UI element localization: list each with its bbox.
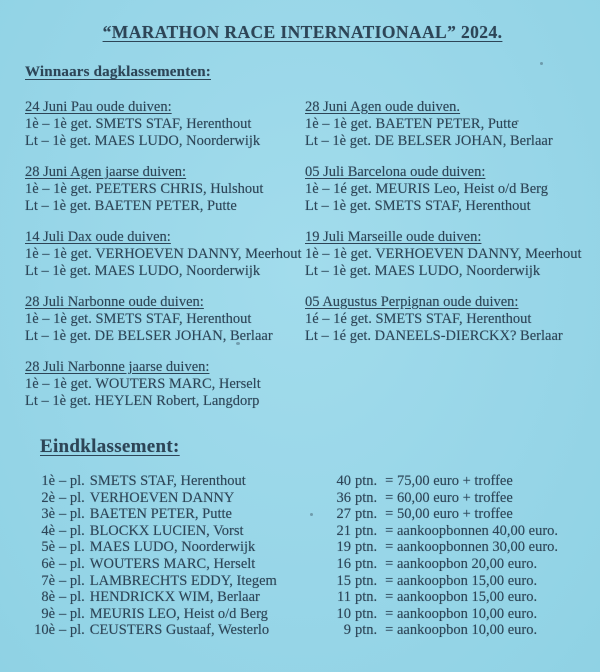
prize-text: = 60,00 euro + troffee [385,489,513,506]
race-heading: 28 Juni Agen jaarse duiven: [25,164,187,180]
points-value: 27 [336,506,351,523]
race-result-line: Lt – 1é get. DANEELS-DIERCKX? Berlaar [305,328,563,344]
fancier-name: VERHOEVEN DANNY [89,489,235,506]
day-results-grid [25,99,580,410]
race-heading: 05 Juli Barcelona oude duiven: [305,164,486,180]
race-heading: 14 Juli Dax oude duiven: [25,229,171,245]
race-heading: 28 Juni Agen oude duiven. [305,99,461,115]
prize-text: = 50,00 euro + troffee [385,506,513,523]
race-result-line: 1è – 1é get. MEURIS Leo, Heist o/d Berg [305,181,548,197]
final-ranking-row [25,556,580,573]
day-result-marseille [305,229,582,280]
race-result-line: 1è – 1è get. SMETS STAF, Herenthout [25,116,252,132]
race-result-line: Lt – 1è get. DE BELSER JOHAN, Berlaar [25,328,273,344]
final-ranking-row [25,490,580,507]
points-suffix: ptn. [355,489,378,506]
final-ranking-row [25,573,580,590]
rank-separator: – pl. [59,522,85,539]
rank-separator: – pl. [59,506,85,523]
race-result-line: Lt – 1è get. MAES LUDO, Noorderwijk [305,263,541,279]
points-value: 10 [336,605,351,622]
final-ranking-row [25,506,580,523]
fancier-name: CEUSTERS Gustaaf, Westerlo [89,622,270,639]
rank-separator: – pl. [59,473,85,489]
fancier-name: SMETS STAF, Herenthout [89,473,246,489]
page-title: “MARATHON RACE INTERNATIONAAL” 2024. [102,22,503,42]
scan-speck [516,120,519,122]
rank-separator: – pl. [59,605,85,622]
points-suffix: ptn. [355,539,378,556]
prize-text: = aankoopbonnen 30,00 euro. [385,539,559,556]
race-heading: 05 Augustus Perpignan oude duiven: [305,294,519,310]
fancier-name: WOUTERS MARC, Herselt [89,555,256,572]
prize-text: = aankoopbonnen 40,00 euro. [385,522,559,539]
winners-section-heading: Winnaars dagklassementen: [25,64,211,80]
race-result-line: 1è – 1è get. PEETERS CHRIS, Hulshout [25,181,264,197]
fancier-name: BLOCKX LUCIEN, Vorst [89,522,244,539]
points-suffix: ptn. [355,506,378,523]
points-suffix: ptn. [355,589,378,606]
final-ranking-list [25,473,580,639]
rank-separator: – pl. [59,555,85,572]
final-ranking-row [25,539,580,556]
race-result-line: 1è – 1è get. SMETS STAF, Herenthout [25,311,252,327]
rank-label: 3è [41,506,55,523]
day-result-perpignan [305,294,582,345]
race-result-line: Lt – 1è get. BAETEN PETER, Putte [25,198,237,214]
race-result-line: Lt – 1è get. SMETS STAF, Herenthout [305,198,531,214]
final-ranking-row [25,473,580,490]
points-value: 15 [336,572,351,589]
points-value: 19 [336,539,351,556]
points-suffix: ptn. [355,605,378,622]
rank-label: 9è [41,605,55,622]
prize-text: = aankoopbon 15,00 euro. [385,589,538,606]
race-result-line: 1è – 1è get. WOUTERS MARC, Herselt [25,376,261,392]
rank-separator: – pl. [59,622,85,639]
day-result-barcelona [305,164,582,215]
points-value: 21 [336,522,351,539]
prize-text: = aankoopbon 10,00 euro. [385,622,538,639]
day-result-agen-jaarse [25,164,305,215]
scan-speck [540,62,543,65]
final-ranking-row [25,589,580,606]
day-result-dax [25,229,305,280]
race-result-line: Lt – 1è get. HEYLEN Robert, Langdorp [25,393,260,409]
final-ranking-row [25,606,580,623]
rank-label: 6è [41,555,55,572]
race-heading: 24 Juni Pau oude duiven: [25,99,172,115]
day-result-narbonne-oude [25,294,305,345]
points-value: 9 [343,622,351,639]
rank-label: 5è [41,539,55,556]
rank-label: 10è [34,622,55,639]
race-heading: 28 Juli Narbonne oude duiven: [25,294,204,310]
rank-label: 4è [41,522,55,539]
fancier-name: BAETEN PETER, Putte [89,506,232,523]
race-result-line: 1è – 1è get. VERHOEVEN DANNY, Meerhout [305,246,582,262]
scan-speck [236,342,240,345]
prize-text: = aankoopbon 20,00 euro. [385,555,538,572]
day-result-agen-oude [305,99,582,150]
race-result-line: 1è – 1è get. BAETEN PETER, Putte [305,116,518,132]
fancier-name: MAES LUDO, Noorderwijk [89,539,256,556]
fancier-name: HENDRICKX WIM, Berlaar [89,589,260,606]
race-result-line: 1é – 1é get. SMETS STAF, Herenthout [305,311,532,327]
points-value: 11 [337,589,351,606]
fancier-name: MEURIS LEO, Heist o/d Berg [89,605,268,622]
race-heading: 28 Juli Narbonne jaarse duiven: [25,359,210,375]
race-result-line: Lt – 1è get. MAES LUDO, Noorderwijk [25,263,261,279]
race-result-line: 1è – 1è get. VERHOEVEN DANNY, Meerhout [25,246,302,262]
rank-label: 1è [41,473,55,489]
race-heading: 19 Juli Marseille oude duiven: [305,229,482,245]
points-suffix: ptn. [355,555,378,572]
rank-label: 8è [41,589,55,606]
points-suffix: ptn. [355,473,378,489]
day-result-pau [25,99,305,150]
race-result-line: Lt – 1è get. DE BELSER JOHAN, Berlaar [305,133,553,149]
prize-text: = aankoopbon 15,00 euro. [385,572,538,589]
rank-separator: – pl. [59,489,85,506]
rank-separator: – pl. [59,539,85,556]
day-result-narbonne-jaarse [25,359,305,410]
race-result-line: Lt – 1è get. MAES LUDO, Noorderwijk [25,133,261,149]
final-ranking-heading: Eindklassement: [40,436,180,457]
points-value: 36 [336,489,351,506]
empty-grid-cell [305,359,582,410]
rank-label: 2è [41,489,55,506]
fancier-name: LAMBRECHTS EDDY, Itegem [89,572,277,589]
final-ranking-row [25,622,580,639]
final-ranking-row [25,523,580,540]
prize-text: = aankoopbon 10,00 euro. [385,605,538,622]
points-suffix: ptn. [355,522,378,539]
scan-speck [310,513,313,516]
rank-separator: – pl. [59,589,85,606]
points-value: 40 [336,473,351,489]
points-suffix: ptn. [355,572,378,589]
points-suffix: ptn. [355,622,378,639]
rank-label: 7è [41,572,55,589]
points-value: 16 [336,555,351,572]
rank-separator: – pl. [59,572,85,589]
prize-text: = 75,00 euro + troffee [385,473,513,489]
